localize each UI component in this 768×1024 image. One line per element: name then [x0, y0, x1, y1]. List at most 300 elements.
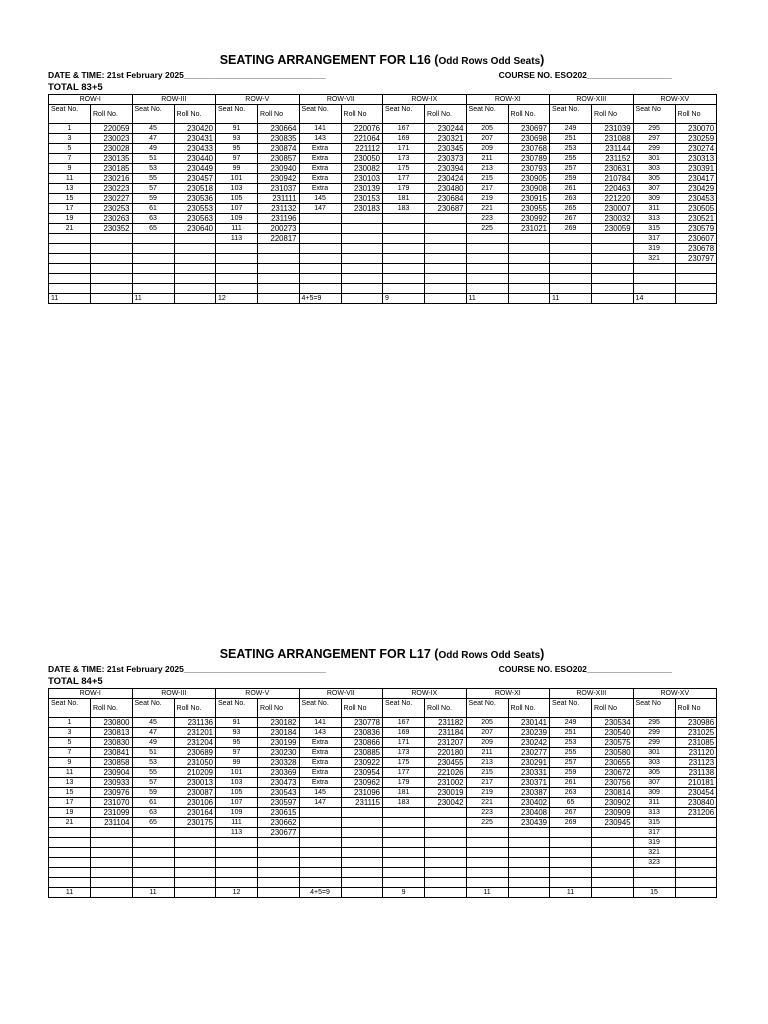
- seat-no-cell: 169: [383, 728, 425, 738]
- seat-no-cell: 299: [633, 728, 675, 738]
- seat-no-cell: 317: [633, 828, 675, 838]
- roll-no-cell: 231111: [258, 194, 300, 204]
- roll-no-cell: [675, 838, 717, 848]
- seat-no-cell: 17: [49, 798, 91, 808]
- count-cell: 4+5=9: [299, 888, 341, 898]
- seat-no-cell: 13: [49, 778, 91, 788]
- seat-no-cell: 3: [49, 728, 91, 738]
- roll-no-header: Roll No: [258, 699, 300, 718]
- seat-no-cell: 51: [132, 748, 174, 758]
- roll-no-cell: 230408: [508, 808, 550, 818]
- roll-no-cell: 230858: [91, 758, 133, 768]
- seat-no-cell: 299: [633, 738, 675, 748]
- roll-no-cell: 230070: [675, 124, 717, 134]
- count-cell: 11: [466, 888, 508, 898]
- sheet-title: SEATING ARRANGEMENT FOR L16 (Odd Rows Odd Seats): [219, 53, 545, 67]
- roll-no-cell: 230800: [91, 718, 133, 728]
- roll-no-cell: [508, 274, 550, 284]
- roll-no-cell: 220817: [258, 234, 300, 244]
- seat-no-cell: 55: [132, 768, 174, 778]
- table-row: [49, 838, 717, 848]
- seat-no-cell: 321: [633, 254, 675, 264]
- seat-no-cell: [132, 274, 174, 284]
- total-count: TOTAL 83+5: [48, 82, 103, 93]
- roll-no-cell: [675, 818, 717, 828]
- seat-no-cell: [216, 284, 258, 294]
- roll-no-cell: 230274: [675, 144, 717, 154]
- seat-no-cell: [299, 878, 341, 888]
- roll-no-header: Roll No.: [91, 699, 133, 718]
- roll-no-header: Roll No.: [425, 699, 467, 718]
- roll-no-cell: [508, 838, 550, 848]
- roll-no-cell: 230371: [508, 778, 550, 788]
- roll-no-header: Roll No: [341, 699, 383, 718]
- seat-no-cell: Extra: [299, 164, 341, 174]
- roll-no-cell: [508, 234, 550, 244]
- seat-no-cell: 179: [383, 778, 425, 788]
- roll-no-cell: [174, 274, 216, 284]
- seat-no-cell: [132, 858, 174, 868]
- roll-no-cell: [341, 878, 383, 888]
- seat-no-cell: 145: [299, 194, 341, 204]
- seat-no-cell: 91: [216, 124, 258, 134]
- count-cell: [508, 294, 550, 304]
- table-row: [49, 848, 717, 858]
- roll-no-cell: 230032: [592, 214, 634, 224]
- roll-no-cell: [91, 274, 133, 284]
- seat-no-cell: 183: [383, 204, 425, 214]
- seat-no-cell: [466, 858, 508, 868]
- roll-no-header: Roll No: [341, 105, 383, 124]
- table-row: [49, 768, 717, 778]
- roll-no-cell: 230139: [341, 184, 383, 194]
- seat-no-cell: 147: [299, 798, 341, 808]
- roll-no-cell: [675, 878, 717, 888]
- seat-no-cell: 259: [550, 174, 592, 184]
- sheet-title: SEATING ARRANGEMENT FOR L17 (Odd Rows Odd Seats): [219, 647, 545, 661]
- seat-no-cell: 315: [633, 818, 675, 828]
- seat-no-cell: [132, 284, 174, 294]
- roll-no-cell: 230453: [675, 194, 717, 204]
- seat-no-cell: [49, 264, 91, 274]
- roll-no-cell: 231039: [592, 124, 634, 134]
- roll-no-header: Roll No: [675, 105, 717, 124]
- date-time: DATE & TIME: 21st February 2025______________________________: [48, 70, 326, 80]
- seat-no-cell: 257: [550, 758, 592, 768]
- roll-no-cell: [91, 878, 133, 888]
- seat-no-cell: 209: [466, 144, 508, 154]
- seat-no-cell: [466, 254, 508, 264]
- table-row: [49, 818, 717, 828]
- roll-no-cell: [91, 264, 133, 274]
- seat-no-cell: 221: [466, 204, 508, 214]
- seat-no-header: Seat No.: [383, 105, 425, 124]
- count-cell: [341, 294, 383, 304]
- seat-no-cell: 311: [633, 798, 675, 808]
- seat-no-cell: Extra: [299, 768, 341, 778]
- seat-no-cell: [299, 244, 341, 254]
- roll-no-cell: [258, 254, 300, 264]
- roll-no-cell: [508, 878, 550, 888]
- roll-no-cell: 221112: [341, 144, 383, 154]
- row-group-label: ROW-V: [216, 95, 300, 105]
- roll-no-cell: [341, 254, 383, 264]
- seat-no-cell: 167: [383, 124, 425, 134]
- seat-no-header: Seat No: [633, 105, 675, 124]
- roll-no-cell: 230417: [675, 174, 717, 184]
- seat-no-cell: 95: [216, 144, 258, 154]
- seat-no-header: Seat No.: [49, 699, 91, 718]
- seat-no-cell: 61: [132, 204, 174, 214]
- roll-no-cell: [425, 878, 467, 888]
- roll-no-cell: 230813: [91, 728, 133, 738]
- roll-no-cell: [174, 244, 216, 254]
- seat-no-cell: 257: [550, 164, 592, 174]
- seat-no-cell: 225: [466, 224, 508, 234]
- seat-no-cell: [299, 284, 341, 294]
- seat-no-cell: [550, 264, 592, 274]
- roll-no-cell: 230259: [675, 134, 717, 144]
- seat-no-cell: 261: [550, 778, 592, 788]
- count-cell: [91, 294, 133, 304]
- roll-no-cell: [91, 284, 133, 294]
- seat-no-header: Seat No.: [132, 699, 174, 718]
- roll-no-cell: 230579: [675, 224, 717, 234]
- seat-no-cell: 113: [216, 234, 258, 244]
- roll-no-cell: 231050: [174, 758, 216, 768]
- roll-no-cell: 230631: [592, 164, 634, 174]
- roll-no-cell: 231136: [174, 718, 216, 728]
- roll-no-cell: 231099: [91, 808, 133, 818]
- row-group-label: ROW-XV: [633, 689, 717, 699]
- roll-no-cell: [91, 244, 133, 254]
- roll-no-cell: 231096: [341, 788, 383, 798]
- roll-no-cell: 230480: [425, 184, 467, 194]
- roll-no-cell: 230840: [675, 798, 717, 808]
- count-cell: [425, 294, 467, 304]
- table-row: [49, 234, 717, 244]
- roll-no-cell: [341, 244, 383, 254]
- seat-no-cell: 99: [216, 164, 258, 174]
- roll-no-cell: [341, 808, 383, 818]
- table-row: [49, 264, 717, 274]
- roll-no-cell: 230902: [592, 798, 634, 808]
- count-footer-row: [49, 888, 717, 898]
- roll-no-cell: 230534: [592, 718, 634, 728]
- count-cell: [258, 888, 300, 898]
- roll-no-cell: 220180: [425, 748, 467, 758]
- seat-no-cell: 209: [466, 738, 508, 748]
- seat-no-cell: 147: [299, 204, 341, 214]
- seat-no-cell: [49, 244, 91, 254]
- row-group-label: ROW-VII: [299, 689, 383, 699]
- seat-no-cell: 205: [466, 718, 508, 728]
- roll-no-cell: 230789: [508, 154, 550, 164]
- count-cell: 11: [49, 294, 91, 304]
- seating-sheet-l17: [48, 646, 716, 898]
- seat-no-cell: [132, 254, 174, 264]
- seat-no-cell: 19: [49, 808, 91, 818]
- seat-no-header: Seat No.: [132, 105, 174, 124]
- roll-no-cell: 230106: [174, 798, 216, 808]
- seat-no-cell: 7: [49, 748, 91, 758]
- roll-no-cell: 231152: [592, 154, 634, 164]
- roll-no-cell: [341, 224, 383, 234]
- roll-no-cell: 231207: [425, 738, 467, 748]
- seat-no-cell: 109: [216, 214, 258, 224]
- seat-no-cell: 103: [216, 778, 258, 788]
- seat-no-cell: 301: [633, 748, 675, 758]
- roll-no-cell: 230175: [174, 818, 216, 828]
- seat-no-cell: [132, 234, 174, 244]
- seat-no-cell: [299, 214, 341, 224]
- seat-no-cell: [466, 878, 508, 888]
- seat-no-cell: [550, 244, 592, 254]
- roll-no-cell: 230007: [592, 204, 634, 214]
- seat-no-header: Seat No.: [383, 699, 425, 718]
- roll-no-cell: [341, 858, 383, 868]
- roll-no-header: Roll No.: [174, 105, 216, 124]
- seat-no-cell: 141: [299, 124, 341, 134]
- date-time: DATE & TIME: 21st February 2025______________________________: [48, 664, 326, 674]
- roll-no-cell: 230768: [508, 144, 550, 154]
- seat-no-cell: 63: [132, 808, 174, 818]
- seat-no-cell: 215: [466, 174, 508, 184]
- roll-no-cell: 230835: [258, 134, 300, 144]
- roll-no-cell: 230391: [675, 164, 717, 174]
- roll-no-cell: [425, 214, 467, 224]
- seat-no-cell: 107: [216, 798, 258, 808]
- roll-no-cell: 230874: [258, 144, 300, 154]
- roll-no-cell: 230922: [341, 758, 383, 768]
- roll-no-cell: 210784: [592, 174, 634, 184]
- roll-no-cell: 230580: [592, 748, 634, 758]
- roll-no-cell: 230615: [258, 808, 300, 818]
- seat-no-cell: 111: [216, 818, 258, 828]
- roll-no-cell: [425, 848, 467, 858]
- roll-no-cell: 230677: [258, 828, 300, 838]
- roll-no-cell: 230830: [91, 738, 133, 748]
- roll-no-cell: 230402: [508, 798, 550, 808]
- seat-no-cell: 221: [466, 798, 508, 808]
- row-group-header: [49, 95, 717, 105]
- seat-no-cell: [216, 264, 258, 274]
- seat-no-cell: [466, 848, 508, 858]
- roll-no-cell: 230328: [258, 758, 300, 768]
- roll-no-cell: 230904: [91, 768, 133, 778]
- seat-no-cell: 255: [550, 748, 592, 758]
- roll-no-cell: [91, 828, 133, 838]
- seat-no-cell: [383, 878, 425, 888]
- roll-no-cell: 230553: [174, 204, 216, 214]
- seat-no-cell: [132, 878, 174, 888]
- roll-no-cell: 230945: [592, 818, 634, 828]
- seat-no-cell: 323: [633, 858, 675, 868]
- seat-no-cell: 301: [633, 154, 675, 164]
- roll-no-cell: [508, 828, 550, 838]
- seat-no-cell: 217: [466, 184, 508, 194]
- seat-no-cell: 255: [550, 154, 592, 164]
- roll-no-cell: 230662: [258, 818, 300, 828]
- seat-no-cell: 249: [550, 124, 592, 134]
- roll-no-cell: [91, 838, 133, 848]
- roll-no-header: Roll No: [592, 105, 634, 124]
- roll-no-cell: [258, 858, 300, 868]
- table-row: [49, 808, 717, 818]
- roll-no-cell: [341, 848, 383, 858]
- table-row: [49, 778, 717, 788]
- seat-no-cell: [216, 244, 258, 254]
- roll-no-cell: [508, 848, 550, 858]
- seat-no-cell: Extra: [299, 184, 341, 194]
- roll-no-cell: 230698: [508, 134, 550, 144]
- sheet-meta: [48, 664, 716, 675]
- roll-no-cell: [425, 254, 467, 264]
- seat-no-cell: Extra: [299, 758, 341, 768]
- roll-no-cell: [675, 858, 717, 868]
- roll-no-cell: 230291: [508, 758, 550, 768]
- roll-no-cell: 230103: [341, 174, 383, 184]
- count-cell: [592, 888, 634, 898]
- roll-no-cell: 230313: [675, 154, 717, 164]
- seat-no-cell: [299, 838, 341, 848]
- seat-no-cell: 49: [132, 738, 174, 748]
- roll-no-header: Roll No.: [91, 105, 133, 124]
- roll-no-cell: [174, 858, 216, 868]
- table-row: [49, 728, 717, 738]
- seat-no-cell: [550, 254, 592, 264]
- seat-no-cell: [49, 274, 91, 284]
- roll-no-cell: [341, 274, 383, 284]
- seat-no-cell: [633, 274, 675, 284]
- seat-no-cell: [383, 214, 425, 224]
- roll-no-cell: 231123: [675, 758, 717, 768]
- seat-no-cell: 261: [550, 184, 592, 194]
- roll-no-cell: 230954: [341, 768, 383, 778]
- roll-no-cell: 230183: [341, 204, 383, 214]
- seat-no-cell: 97: [216, 748, 258, 758]
- roll-no-cell: [174, 868, 216, 878]
- roll-no-cell: 230905: [508, 174, 550, 184]
- seat-no-cell: 47: [132, 728, 174, 738]
- roll-no-cell: 231002: [425, 778, 467, 788]
- roll-no-cell: [675, 828, 717, 838]
- roll-no-cell: 230184: [258, 728, 300, 738]
- seat-no-cell: 45: [132, 124, 174, 134]
- seat-no-cell: [466, 234, 508, 244]
- table-row: [49, 184, 717, 194]
- roll-no-cell: [425, 868, 467, 878]
- roll-no-cell: 230433: [174, 144, 216, 154]
- roll-no-cell: 230655: [592, 758, 634, 768]
- roll-no-cell: [425, 828, 467, 838]
- roll-no-cell: 230277: [508, 748, 550, 758]
- roll-no-cell: [91, 848, 133, 858]
- roll-no-cell: 230373: [425, 154, 467, 164]
- roll-no-cell: 230909: [592, 808, 634, 818]
- roll-no-cell: 230028: [91, 144, 133, 154]
- table-row: [49, 194, 717, 204]
- roll-no-cell: [508, 868, 550, 878]
- seat-no-cell: 143: [299, 728, 341, 738]
- roll-no-cell: 231206: [675, 808, 717, 818]
- roll-no-cell: [425, 838, 467, 848]
- roll-no-cell: 230244: [425, 124, 467, 134]
- seat-no-cell: 175: [383, 758, 425, 768]
- seating-table: [48, 688, 717, 898]
- seat-no-cell: 105: [216, 788, 258, 798]
- seat-no-cell: [383, 848, 425, 858]
- roll-no-cell: 230387: [508, 788, 550, 798]
- count-footer-row: [49, 294, 717, 304]
- seat-no-cell: 305: [633, 174, 675, 184]
- seat-no-cell: 21: [49, 224, 91, 234]
- seat-no-cell: Extra: [299, 144, 341, 154]
- roll-no-cell: [425, 858, 467, 868]
- roll-no-cell: [425, 224, 467, 234]
- column-header-row: [49, 105, 717, 124]
- seat-no-cell: 303: [633, 164, 675, 174]
- roll-no-cell: 230227: [91, 194, 133, 204]
- seat-no-cell: [299, 224, 341, 234]
- seat-no-cell: [383, 838, 425, 848]
- seat-no-cell: 295: [633, 718, 675, 728]
- seat-no-header: Seat No.: [49, 105, 91, 124]
- roll-no-cell: 231021: [508, 224, 550, 234]
- seat-no-cell: 299: [633, 144, 675, 154]
- seat-no-cell: 11: [49, 768, 91, 778]
- seat-no-cell: [132, 828, 174, 838]
- seat-no-cell: 13: [49, 184, 91, 194]
- seat-no-cell: [383, 868, 425, 878]
- roll-no-cell: 230540: [592, 728, 634, 738]
- roll-no-cell: 231196: [258, 214, 300, 224]
- seat-no-cell: Extra: [299, 738, 341, 748]
- sheet-meta: [48, 70, 716, 81]
- seat-no-cell: 63: [132, 214, 174, 224]
- roll-no-cell: 230797: [675, 254, 717, 264]
- row-group-label: ROW-XIII: [550, 95, 634, 105]
- seat-no-cell: 101: [216, 768, 258, 778]
- roll-no-cell: 231104: [91, 818, 133, 828]
- seat-no-cell: Extra: [299, 748, 341, 758]
- seat-no-cell: 105: [216, 194, 258, 204]
- seat-no-cell: 173: [383, 154, 425, 164]
- count-cell: [258, 294, 300, 304]
- table-row: [49, 878, 717, 888]
- seat-no-cell: 55: [132, 174, 174, 184]
- roll-no-cell: [341, 818, 383, 828]
- seat-no-cell: 15: [49, 194, 91, 204]
- seat-no-cell: [550, 234, 592, 244]
- seat-no-cell: 145: [299, 788, 341, 798]
- seat-no-cell: 113: [216, 828, 258, 838]
- seat-no-cell: 175: [383, 164, 425, 174]
- roll-no-cell: [91, 254, 133, 264]
- seat-no-cell: 263: [550, 194, 592, 204]
- roll-no-cell: [341, 234, 383, 244]
- roll-no-cell: [425, 234, 467, 244]
- seat-no-cell: 307: [633, 184, 675, 194]
- roll-no-cell: 230518: [174, 184, 216, 194]
- roll-no-cell: [341, 264, 383, 274]
- roll-no-cell: 230756: [592, 778, 634, 788]
- row-group-label: ROW-I: [49, 95, 133, 105]
- seat-no-cell: 251: [550, 728, 592, 738]
- seat-no-cell: 267: [550, 808, 592, 818]
- count-cell: 11: [132, 294, 174, 304]
- roll-no-cell: 230394: [425, 164, 467, 174]
